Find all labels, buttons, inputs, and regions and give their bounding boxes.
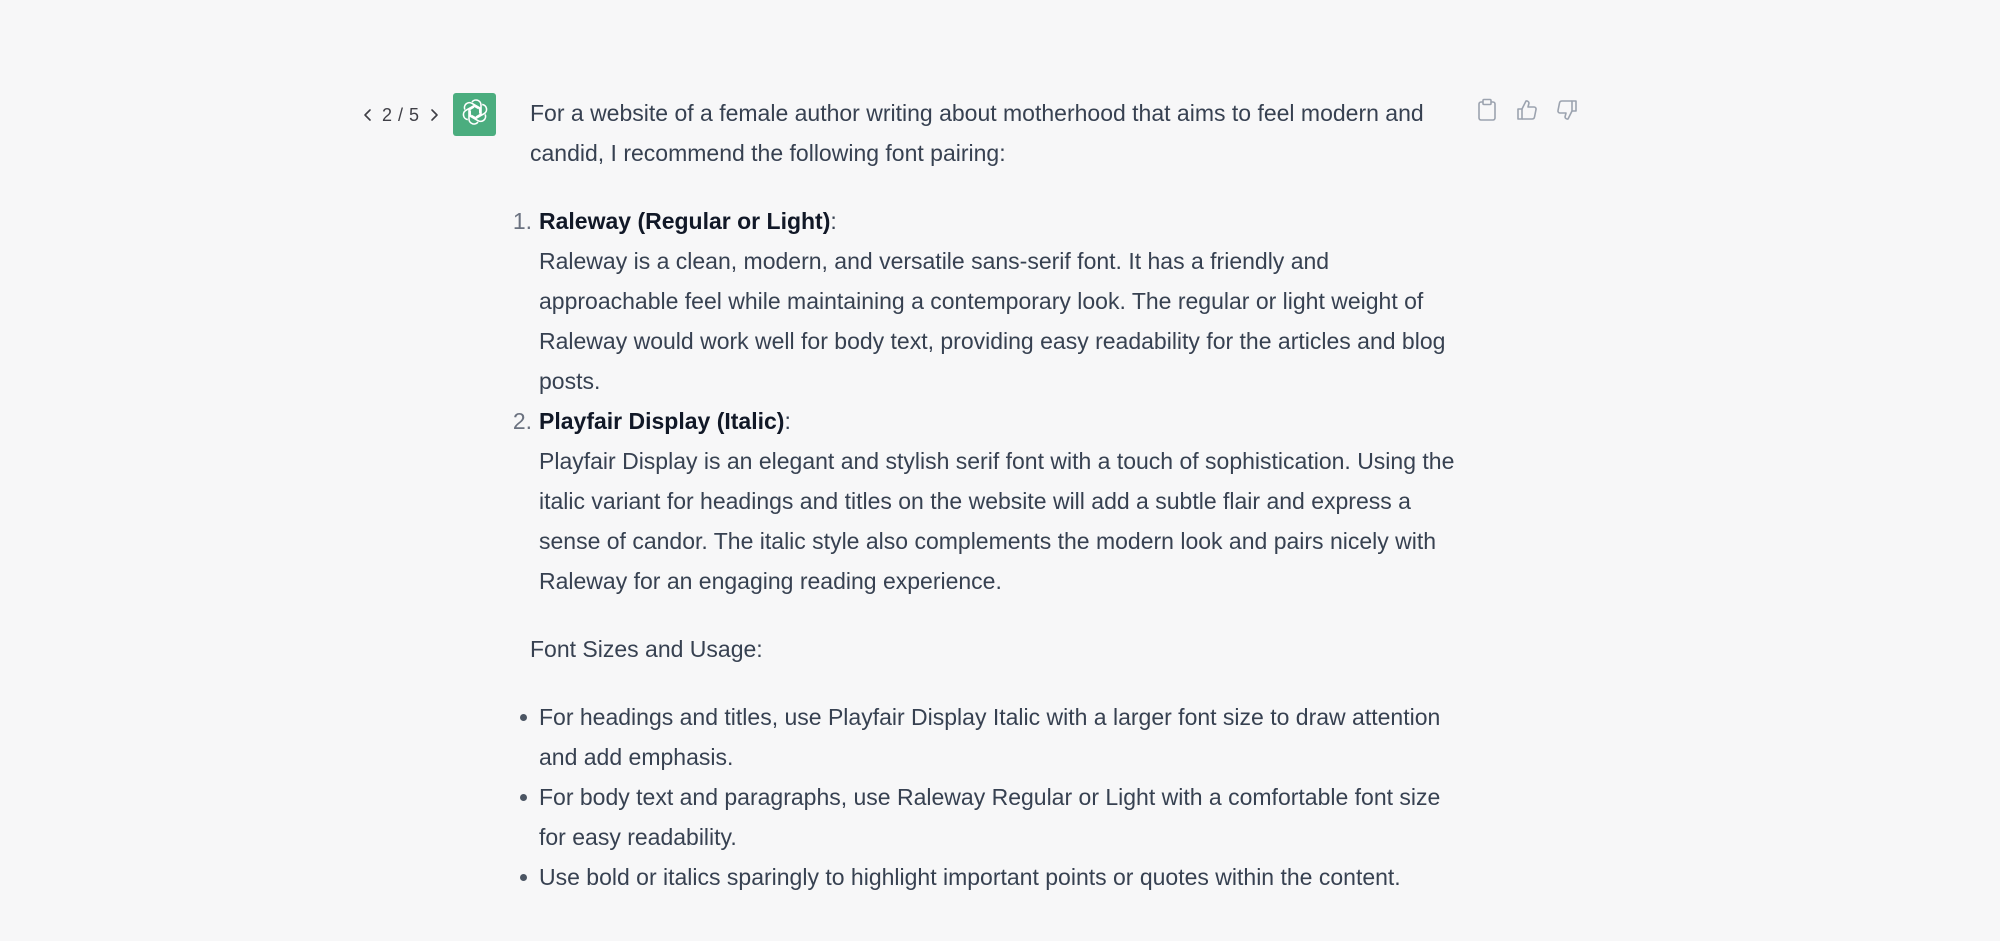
list-number: 1.	[512, 208, 532, 234]
font-name-suffix: :	[784, 408, 791, 434]
chevron-left-icon[interactable]	[360, 103, 376, 127]
usage-heading: Font Sizes and Usage:	[530, 636, 763, 662]
assistant-message	[512, 93, 1470, 897]
list-item	[530, 697, 1470, 777]
openai-logo-icon	[460, 97, 490, 132]
thumbs-down-icon[interactable]	[1554, 97, 1580, 123]
pager-count: 2 / 5	[382, 104, 420, 125]
list-item	[530, 857, 1470, 897]
bullet-dot	[520, 794, 527, 801]
assistant-avatar	[453, 93, 496, 136]
message-intro: For a website of a female author writing about motherhood that aims to feel modern and candid, I recommend the following font pairing:	[530, 100, 1424, 166]
response-pager	[360, 103, 442, 127]
list-number: 2.	[512, 408, 532, 434]
list-item	[512, 201, 1470, 401]
usage-text: For body text and paragraphs, use Raleway Regular or Light with a comfortable font size for easy readability.	[539, 784, 1441, 850]
usage-text: For headings and titles, use Playfair Display Italic with a larger font size to draw attention and add emphasis.	[539, 704, 1441, 770]
usage-text: Use bold or italics sparingly to highlight important points or quotes within the content.	[539, 864, 1401, 890]
list-item	[530, 777, 1470, 857]
chevron-right-icon[interactable]	[426, 103, 442, 127]
font-description: Playfair Display is an elegant and stylish serif font with a touch of sophistication. Using the italic variant for headings and titles on the website will add a subtle flair and express a sense of candor. The italic style also complements the modern look and pairs nicely with Raleway for an engaging reading experience.	[539, 448, 1455, 594]
message-actions	[1474, 97, 1580, 123]
bullet-dot	[520, 874, 527, 881]
font-description: Raleway is a clean, modern, and versatile sans-serif font. It has a friendly and approachable feel while maintaining a contemporary look. The regular or light weight of Raleway would work well for body text, providing easy readability for the articles and blog posts.	[539, 248, 1446, 394]
font-name: Raleway (Regular or Light)	[539, 208, 831, 234]
usage-list	[530, 697, 1470, 897]
font-name-suffix: :	[830, 208, 837, 234]
bullet-dot	[520, 714, 527, 721]
list-item	[512, 401, 1470, 601]
thumbs-up-icon[interactable]	[1514, 97, 1540, 123]
font-name: Playfair Display (Italic)	[539, 408, 785, 434]
font-pairing-list	[512, 201, 1470, 601]
clipboard-icon[interactable]	[1474, 97, 1500, 123]
